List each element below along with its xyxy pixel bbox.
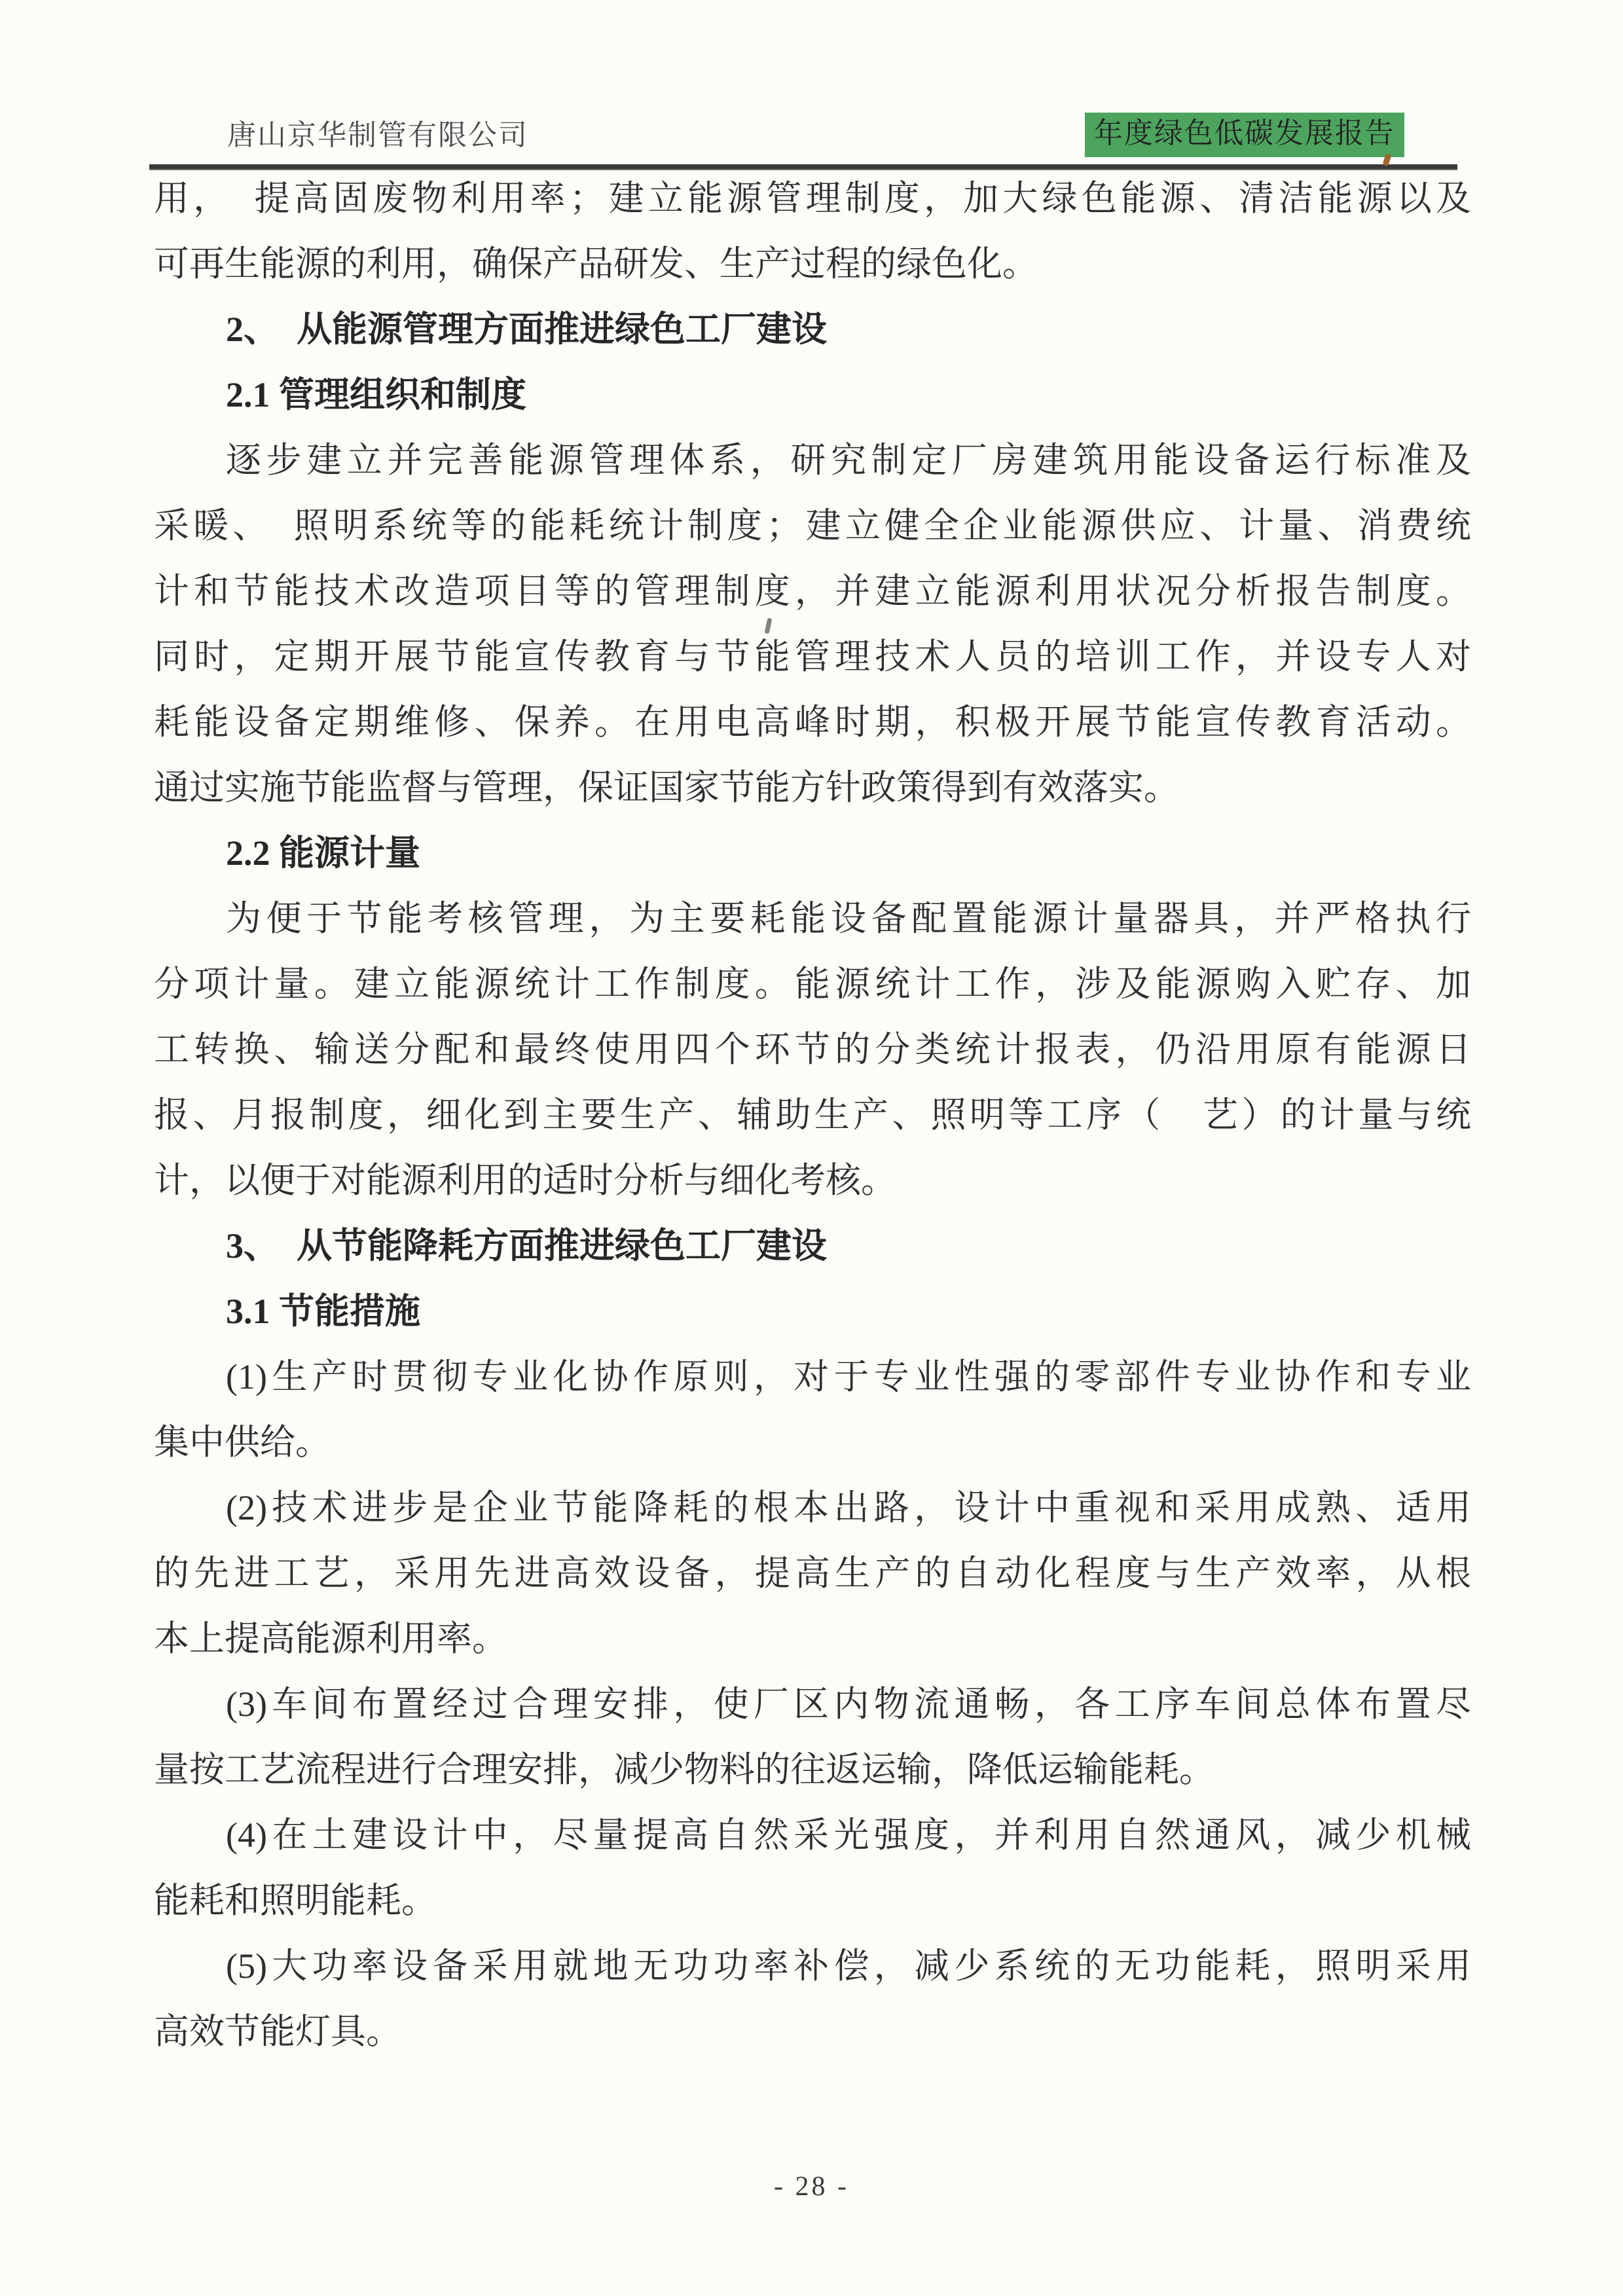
text-line: (1)生产时贯彻专业化协作原则，对于专业性强的零部件专业协作和专业 [226, 1357, 1471, 1396]
text-line: 量按工艺流程进行合理安排，减少物料的往返运输，降低运输能耗。 [154, 1750, 1214, 1789]
text-line: 能耗和照明能耗。 [154, 1881, 437, 1920]
section-heading: 2.2 能源计量 [226, 833, 420, 873]
text-line: 用， 提高固废物利用率；建立能源管理制度，加大绿色能源、清洁能源以及 [154, 179, 1471, 218]
header-report-title [1085, 113, 1404, 157]
report-title-highlight: 年度绿色低碳发展报告 [1085, 113, 1404, 157]
text-line: 逐步建立并完善能源管理体系，研究制定厂房建筑用能设备运行标准及 [226, 441, 1471, 480]
text-line: (2)技术进步是企业节能降耗的根本出路，设计中重视和采用成熟、适用 [226, 1488, 1471, 1527]
page-number: - 28 - [774, 2172, 849, 2202]
section-heading: 2、 从能源管理方面推进绿色工厂建设 [226, 310, 827, 349]
text-line: 计，以便于对能源利用的适时分析与细化考核。 [154, 1161, 896, 1200]
text-line: 报、月报制度，细化到主要生产、辅助生产、照明等工序（ 艺）的计量与统 [154, 1095, 1471, 1135]
text-line: 可再生能源的利用，确保产品研发、生产过程的绿色化。 [154, 244, 1038, 283]
text-line: 工转换、输送分配和最终使用四个环节的分类统计报表，仍沿用原有能源日 [154, 1030, 1471, 1069]
text-line: 计和节能技术改造项目等的管理制度，并建立能源利用状况分析报告制度。 [154, 572, 1471, 611]
text-line: 为便于节能考核管理，为主要耗能设备配置能源计量器具，并严格执行 [226, 899, 1471, 938]
text-line: 的先进工艺，采用先进高效设备，提高生产的自动化程度与生产效率，从根 [154, 1554, 1471, 1593]
text-line: 分项计量。建立能源统计工作制度。能源统计工作，涉及能源购入贮存、加 [154, 964, 1471, 1004]
text-line: (4)在土建设计中，尽量提高自然采光强度，并利用自然通风，减少机械 [226, 1815, 1471, 1855]
text-line: 采暖、 照明系统等的能耗统计制度；建立健全企业能源供应、计量、消费统 [154, 506, 1471, 545]
text-line: 高效节能灯具。 [154, 2012, 401, 2051]
text-line: (5)大功率设备采用就地无功功率补偿，减少系统的无功能耗，照明采用 [226, 1946, 1471, 1986]
text-line: 耗能设备定期维修、保养。在用电高峰时期，积极开展节能宣传教育活动。 [154, 702, 1471, 742]
section-heading: 2.1 管理组织和制度 [226, 375, 526, 414]
text-line: 通过实施节能监督与管理，保证国家节能方针政策得到有效落实。 [154, 768, 1179, 807]
text-line: 本上提高能源利用率。 [154, 1619, 507, 1658]
text-line: (3)车间布置经过合理安排，使厂区内物流通畅，各工序车间总体布置尽 [226, 1685, 1471, 1724]
section-heading: 3、 从节能降耗方面推进绿色工厂建设 [226, 1226, 827, 1266]
text-line: 同时，定期开展节能宣传教育与节能管理技术人员的培训工作，并设专人对 [154, 637, 1471, 676]
section-heading: 3.1 节能措施 [226, 1292, 420, 1331]
document-body [154, 166, 1471, 2064]
header-company-name: 唐山京华制管有限公司 [227, 119, 528, 151]
text-line: 集中供给。 [154, 1423, 331, 1462]
